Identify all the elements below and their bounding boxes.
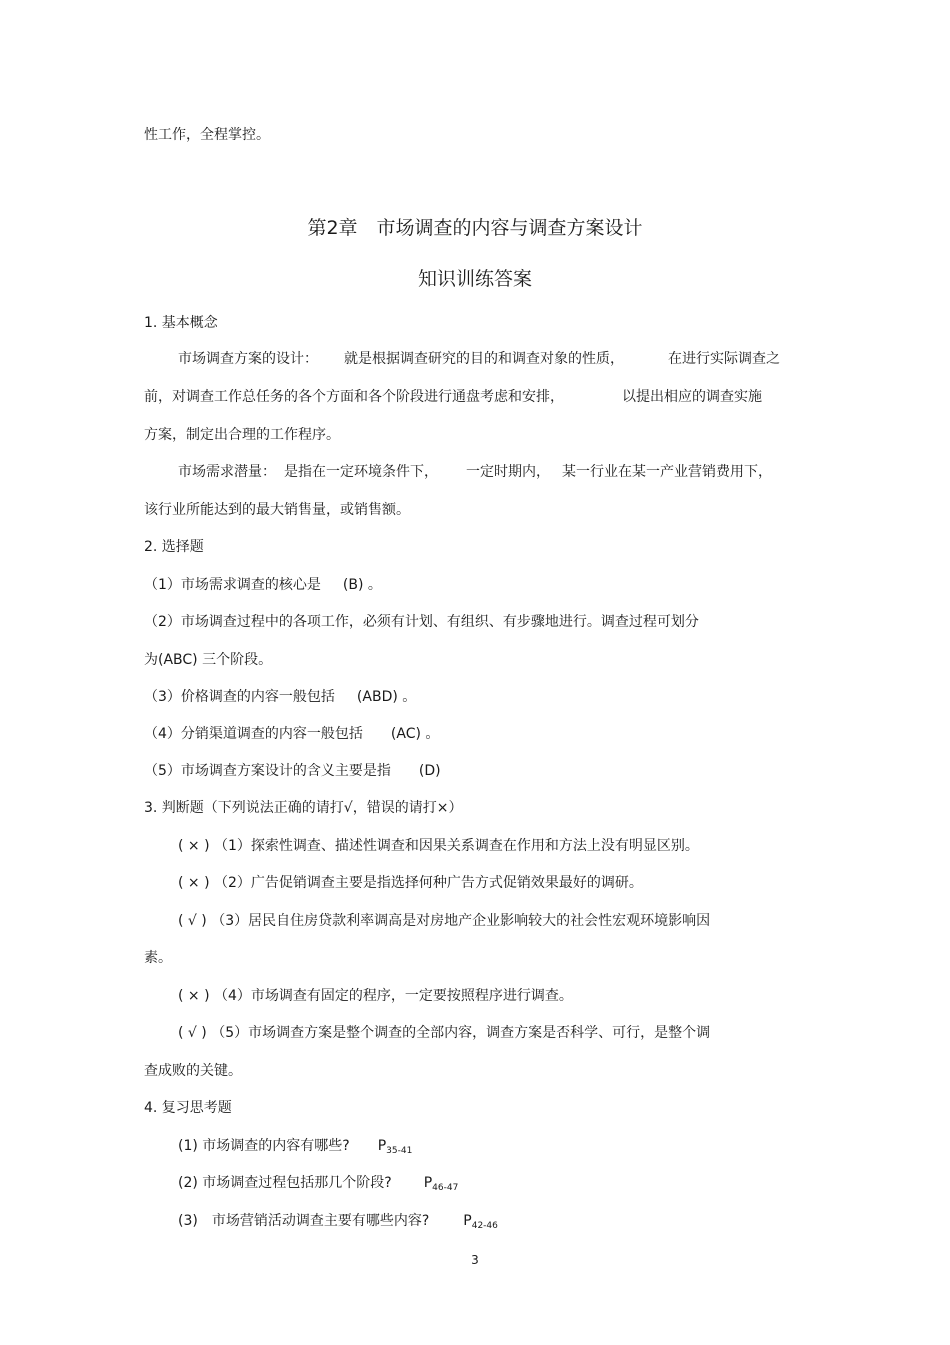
choice-question-4-text: （4）分销渠道调查的内容一般包括 (144, 726, 363, 742)
choice-question-1 (144, 575, 382, 595)
definition-1-term: 市场调查方案的设计： (178, 351, 318, 367)
section-2-heading: 2. 选择题 (144, 539, 204, 555)
choice-question-3 (144, 687, 416, 707)
definition-2-line-1 (178, 462, 772, 482)
definition-1-text-a: 就是根据调查研究的目的和调查对象的性质， (344, 351, 624, 367)
review-question-2-text: (2) 市场调查过程包括那几个阶段? (178, 1175, 392, 1191)
chapter-title: 第2章 市场调查的内容与调查方案设计 (307, 217, 643, 239)
review-question-2 (178, 1173, 458, 1198)
review-question-2-page-ref: $P_{46-47}$ (423, 1175, 459, 1193)
section-1-heading: 1. 基本概念 (144, 315, 218, 331)
review-question-1 (178, 1136, 412, 1161)
review-question-1-page-ref: $P_{35-41}$ (377, 1138, 413, 1156)
choice-question-4-answer: (AC) 。 (390, 726, 440, 742)
review-question-3-page-ref: $P_{42-46}$ (463, 1213, 498, 1231)
definition-2-term: 市场需求潜量： (178, 464, 276, 480)
choice-question-4 (144, 724, 439, 744)
choice-question-3-text: （3）价格调查的内容一般包括 (144, 689, 335, 705)
definition-1-line-2 (144, 387, 762, 407)
review-question-3-number: (3) (178, 1213, 198, 1229)
definition-1-text-d: 以提出相应的调查实施 (622, 389, 762, 405)
judgment-1: ( × ) （1）探索性调查、描述性调查和因果关系调查在作用和方法上没有明显区别。 (178, 838, 699, 854)
section-4-heading: 4. 复习思考题 (144, 1100, 232, 1116)
choice-question-5-answer: (D) (418, 763, 441, 779)
judgment-4: ( × ) （4）市场调查有固定的程序，一定要按照程序进行调查。 (178, 988, 573, 1004)
definition-1-line-1 (178, 349, 780, 369)
choice-question-5 (144, 761, 441, 781)
review-question-3 (178, 1211, 498, 1236)
review-question-1-text: (1) 市场调查的内容有哪些? (178, 1138, 350, 1154)
definition-1-line-3: 方案，制定出合理的工作程序。 (144, 427, 340, 443)
choice-question-1-text: （1）市场需求调查的核心是 (144, 577, 321, 593)
definition-1-text-b: 在进行实际调查之 (668, 351, 780, 367)
previous-paragraph-tail: 性工作，全程掌控。 (144, 127, 270, 143)
section-title: 知识训练答案 (417, 268, 532, 290)
judgment-5-line-1: ( √ ) （5）市场调查方案是整个调查的全部内容，调查方案是否科学、可行，是整个调 (178, 1025, 711, 1041)
judgment-3-line-1: ( √ ) （3）居民自住房贷款利率调高是对房地产企业影响较大的社会性宏观环境影响因 (178, 913, 711, 929)
definition-2-text-c: 某一行业在某一产业营销费用下， (562, 464, 772, 480)
choice-question-2-line-1: （2）市场调查过程中的各项工作，必须有计划、有组织、有步骤地进行。调查过程可划分 (144, 614, 699, 630)
choice-question-3-answer: (ABD) 。 (356, 689, 417, 705)
definition-2-text-a: 是指在一定环境条件下， (284, 464, 438, 480)
judgment-5-line-2: 查成败的关键。 (144, 1063, 242, 1079)
definition-2-text-b: 一定时期内， (466, 464, 550, 480)
choice-question-1-answer: (B) 。 (342, 577, 382, 593)
review-question-3-text: 市场营销活动调查主要有哪些内容? (211, 1213, 430, 1229)
choice-question-2-line-2: 为(ABC) 三个阶段。 (144, 652, 273, 668)
definition-1-text-c: 前，对调查工作总任务的各个方面和各个阶段进行通盘考虑和安排， (144, 389, 564, 405)
choice-question-5-text: （5）市场调查方案设计的含义主要是指 (144, 763, 391, 779)
judgment-3-line-2: 素。 (144, 950, 172, 966)
definition-2-line-2: 该行业所能达到的最大销售量，或销售额。 (144, 502, 410, 518)
judgment-2: ( × ) （2）广告促销调查主要是指选择何种广告方式促销效果最好的调研。 (178, 875, 643, 891)
section-3-heading: 3. 判断题（下列说法正确的请打√，错误的请打×） (144, 800, 463, 816)
page-number: 3 (471, 1253, 479, 1267)
